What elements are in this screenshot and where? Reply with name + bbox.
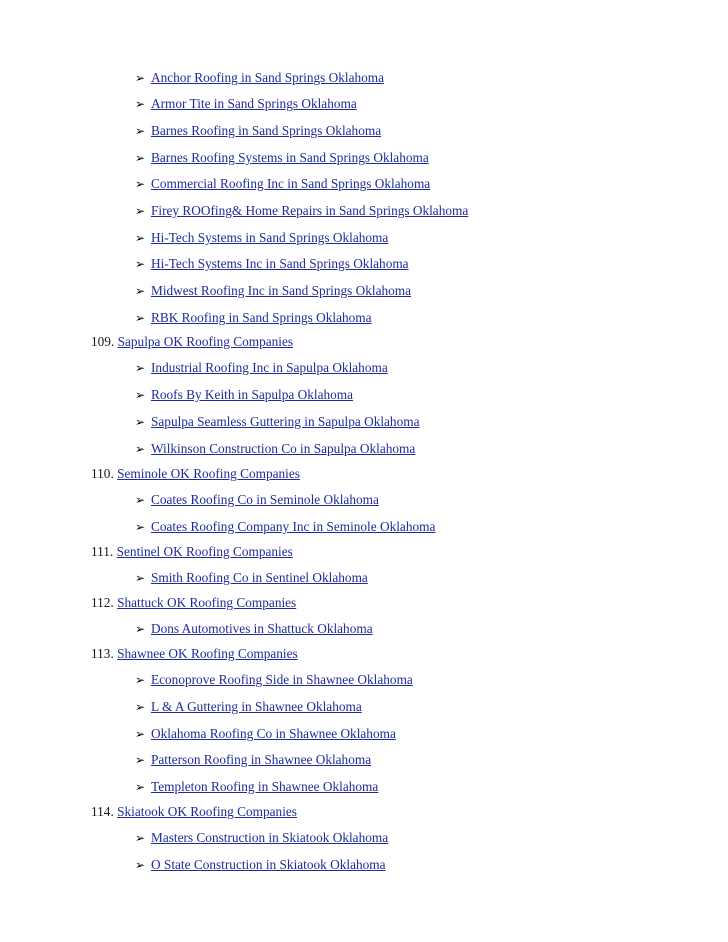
company-link[interactable]: Hi-Tech Systems in Sand Springs Oklahoma (151, 230, 389, 245)
arrow-bullet-icon: ➢ (135, 442, 146, 456)
list-item (135, 96, 357, 112)
list-item (135, 70, 384, 86)
list-item (135, 414, 419, 430)
list-item (135, 203, 468, 219)
list-item (135, 310, 372, 326)
section-number: 109. (91, 334, 115, 349)
company-link[interactable]: L & A Guttering in Shawnee Oklahoma (151, 699, 362, 714)
section-number: 110. (91, 466, 114, 481)
arrow-bullet-icon: ➢ (135, 177, 146, 191)
list-item (135, 123, 381, 139)
list-item (135, 621, 373, 637)
list-item (135, 570, 368, 586)
company-link[interactable]: Coates Roofing Company Inc in Seminole Oklahoma (151, 519, 436, 534)
arrow-bullet-icon: ➢ (135, 831, 146, 845)
company-link[interactable]: RBK Roofing in Sand Springs Oklahoma (151, 310, 372, 325)
section-link[interactable]: Shawnee OK Roofing Companies (117, 646, 298, 661)
section-number: 112. (91, 595, 114, 610)
arrow-bullet-icon: ➢ (135, 311, 146, 325)
section-heading (91, 544, 293, 560)
section-number: 111. (91, 544, 114, 559)
arrow-bullet-icon: ➢ (135, 673, 146, 687)
company-link[interactable]: Industrial Roofing Inc in Sapulpa Oklahoma (151, 360, 388, 375)
section-heading (91, 595, 296, 611)
company-link[interactable]: Masters Construction in Skiatook Oklahoma (151, 830, 389, 845)
section-link[interactable]: Seminole OK Roofing Companies (117, 466, 300, 481)
arrow-bullet-icon: ➢ (135, 700, 146, 714)
arrow-bullet-icon: ➢ (135, 415, 146, 429)
company-link[interactable]: Dons Automotives in Shattuck Oklahoma (151, 621, 373, 636)
company-link[interactable]: Oklahoma Roofing Co in Shawnee Oklahoma (151, 726, 396, 741)
section-link[interactable]: Sapulpa OK Roofing Companies (117, 334, 294, 349)
company-link[interactable]: Anchor Roofing in Sand Springs Oklahoma (151, 70, 385, 85)
arrow-bullet-icon: ➢ (135, 71, 146, 85)
company-link[interactable]: Coates Roofing Co in Seminole Oklahoma (151, 492, 379, 507)
section-heading (91, 334, 293, 350)
section-heading (91, 646, 298, 662)
company-link[interactable]: Wilkinson Construction Co in Sapulpa Oklahoma (151, 441, 416, 456)
company-link[interactable]: Armor Tite in Sand Springs Oklahoma (151, 96, 357, 111)
company-link[interactable]: Econoprove Roofing Side in Shawnee Oklahoma (151, 672, 413, 687)
company-link[interactable]: Commercial Roofing Inc in Sand Springs Oklahoma (151, 176, 431, 191)
arrow-bullet-icon: ➢ (135, 858, 146, 872)
list-item (135, 726, 396, 742)
list-item (135, 230, 388, 246)
list-item (135, 387, 353, 403)
arrow-bullet-icon: ➢ (135, 284, 146, 298)
company-link[interactable]: Hi-Tech Systems Inc in Sand Springs Oklahoma (151, 256, 409, 271)
list-item (135, 492, 379, 508)
section-heading (91, 466, 300, 482)
arrow-bullet-icon: ➢ (135, 780, 146, 794)
arrow-bullet-icon: ➢ (135, 727, 146, 741)
company-link[interactable]: Firey ROOfing& Home Repairs in Sand Springs Oklahoma (151, 203, 469, 218)
arrow-bullet-icon: ➢ (135, 388, 146, 402)
list-item (135, 779, 378, 795)
arrow-bullet-icon: ➢ (135, 361, 146, 375)
arrow-bullet-icon: ➢ (135, 622, 146, 636)
company-link[interactable]: Barnes Roofing Systems in Sand Springs Oklahoma (151, 150, 429, 165)
section-link[interactable]: Skiatook OK Roofing Companies (117, 804, 297, 819)
list-item (135, 176, 430, 192)
list-item (135, 752, 371, 768)
arrow-bullet-icon: ➢ (135, 97, 146, 111)
company-link[interactable]: Barnes Roofing in Sand Springs Oklahoma (151, 123, 382, 138)
section-link[interactable]: Sentinel OK Roofing Companies (116, 544, 293, 559)
list-item (135, 519, 435, 535)
arrow-bullet-icon: ➢ (135, 257, 146, 271)
section-link[interactable]: Shattuck OK Roofing Companies (117, 595, 297, 610)
arrow-bullet-icon: ➢ (135, 124, 146, 138)
arrow-bullet-icon: ➢ (135, 231, 146, 245)
section-number: 113. (91, 646, 114, 661)
list-item (135, 672, 413, 688)
company-link[interactable]: Templeton Roofing in Shawnee Oklahoma (151, 779, 379, 794)
arrow-bullet-icon: ➢ (135, 520, 146, 534)
list-item (135, 360, 388, 376)
company-link[interactable]: Sapulpa Seamless Guttering in Sapulpa Oklahoma (151, 414, 420, 429)
list-item (135, 857, 386, 873)
company-link[interactable]: O State Construction in Skiatook Oklahoma (151, 857, 386, 872)
list-item (135, 283, 411, 299)
arrow-bullet-icon: ➢ (135, 753, 146, 767)
arrow-bullet-icon: ➢ (135, 151, 146, 165)
company-link[interactable]: Smith Roofing Co in Sentinel Oklahoma (151, 570, 368, 585)
list-item (135, 830, 388, 846)
arrow-bullet-icon: ➢ (135, 493, 146, 507)
section-heading (91, 804, 297, 820)
section-number: 114. (91, 804, 114, 819)
list-item (135, 699, 362, 715)
list-item (135, 441, 415, 457)
list-item (135, 256, 409, 272)
list-item (135, 150, 429, 166)
company-link[interactable]: Roofs By Keith in Sapulpa Oklahoma (151, 387, 354, 402)
arrow-bullet-icon: ➢ (135, 204, 146, 218)
arrow-bullet-icon: ➢ (135, 571, 146, 585)
company-link[interactable]: Patterson Roofing in Shawnee Oklahoma (151, 752, 372, 767)
company-link[interactable]: Midwest Roofing Inc in Sand Springs Oklahoma (151, 283, 412, 298)
